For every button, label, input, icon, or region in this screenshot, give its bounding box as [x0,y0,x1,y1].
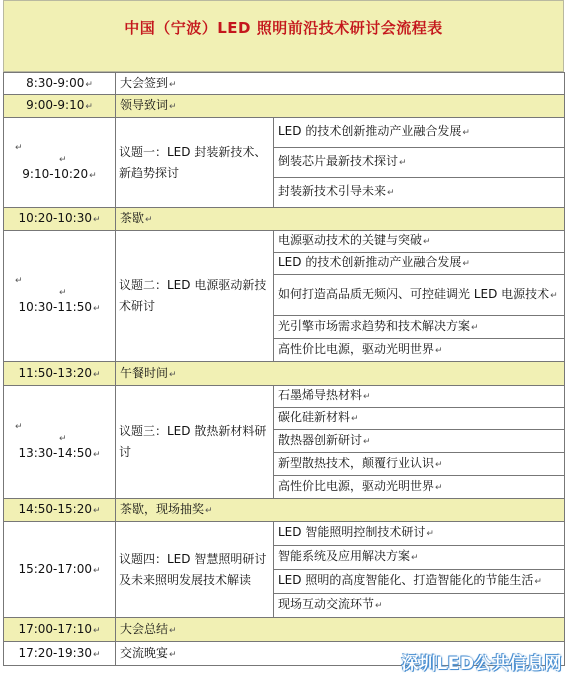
return-mark: ↵ [471,322,479,333]
time-cell: 9:10-10:20 [22,166,89,181]
return-mark: ↵ [59,154,67,165]
time-cell: 13:30-14:50 [18,446,92,460]
return-mark: ↵ [435,482,443,493]
subtopic-item: 如何打造高品质无频闪、可控硅调光 LED 电源技术 [278,287,550,301]
return-mark: ↵ [435,459,443,470]
event-label: 大会签到 [120,75,169,90]
return-mark: ↵ [411,553,419,563]
subtopic-item: 智能系统及应用解决方案 [278,549,411,563]
return-mark: ↵ [426,529,434,539]
return-mark: ↵ [169,649,177,660]
topic-cell: 议题四：LED 智慧照明研讨及未来照明发展技术解读 [116,522,274,618]
subtopic-item: 散热器创新研讨 [278,432,363,447]
subtopic-item: 新型散热技术，颠覆行业认识 [278,455,435,470]
return-mark: ↵ [85,79,93,90]
return-mark: ↵ [85,102,93,112]
table-row [4,208,565,231]
return-mark: ↵ [169,625,177,636]
table-row [4,499,565,522]
time-cell: 11:50-13:20 [18,365,92,380]
return-mark: ↵ [145,215,153,225]
event-label: 茶歇，现场抽奖 [120,502,205,516]
return-mark: ↵ [550,291,558,301]
time-cell: 15:20-17:00 [18,561,92,576]
time-cell: 8:30-9:00 [26,75,85,90]
page-title: 中国（宁波）LED 照明前沿技术研讨会流程表 [124,19,443,37]
schedule-table [3,72,565,666]
return-mark: ↵ [435,345,443,356]
return-mark: ↵ [92,625,101,636]
time-cell: 10:20-10:30 [18,211,92,225]
time-cell: 17:20-19:30 [18,645,92,660]
topic-cell: 议题二：LED 电源驱动新技术研讨 [116,231,274,362]
topic-cell: 议题三：LED 散热新材料研讨 [116,386,274,499]
table-row [4,73,565,95]
subtopic-item: 封装新技术引导未来 [278,184,387,198]
time-cell: 9:00-9:10 [26,98,85,112]
subtopic-item: LED 照明的高度智能化、打造智能化的节能生活 [278,573,534,587]
subtopic-item: 现场互动交流环节 [278,597,375,611]
subtopic-item: 碳化硅新材料 [278,410,351,424]
subtopic-item: 光引擎市场需求趋势和技术解决方案 [278,318,471,333]
return-mark: ↵ [462,259,470,269]
return-mark: ↵ [89,170,97,181]
return-mark: ↵ [462,128,470,138]
return-mark: ↵ [92,304,101,314]
return-mark: ↵ [387,188,395,198]
return-mark: ↵ [15,276,23,286]
title-box [3,0,564,72]
return-mark: ↵ [363,436,371,447]
table-row [4,118,565,148]
return-mark: ↵ [92,506,101,516]
return-mark: ↵ [15,142,23,153]
subtopic-item: 电源驱动技术的关键与突破 [278,233,423,247]
return-mark: ↵ [59,434,67,444]
return-mark: ↵ [351,414,359,424]
return-mark: ↵ [363,392,371,402]
subtopic-item: 石墨烯导热材料 [278,388,363,402]
return-mark: ↵ [375,601,383,611]
return-mark: ↵ [423,237,431,247]
return-mark: ↵ [92,369,101,380]
subtopic-item: LED 的技术创新推动产业融合发展 [278,255,462,269]
subtopic-item: LED 的技术创新推动产业融合发展 [278,124,462,138]
watermark: 深圳LED公共信息网 [401,654,562,674]
table-row [4,231,565,253]
event-label: 午餐时间 [120,365,169,380]
return-mark: ↵ [92,565,101,576]
subtopic-item: 高性价比电源，驱动光明世界 [278,478,435,493]
event-label: 茶歇 [120,211,145,225]
return-mark: ↵ [169,79,177,90]
time-cell: 17:00-17:10 [18,621,92,636]
return-mark: ↵ [534,577,542,587]
time-cell: 14:50-15:20 [18,502,92,516]
return-mark: ↵ [169,102,177,112]
return-mark: ↵ [169,369,177,380]
return-mark: ↵ [92,450,101,460]
event-label: 领导致词 [120,98,169,112]
table-row [4,362,565,386]
return-mark: ↵ [399,158,407,168]
return-mark: ↵ [205,506,213,516]
return-mark: ↵ [15,422,23,432]
table-row [4,386,565,408]
return-mark: ↵ [59,288,67,298]
table-row [4,522,565,546]
topic-cell: 议题一：LED 封装新技术、新趋势探讨 [116,118,274,208]
return-mark: ↵ [92,649,101,660]
table-row [4,618,565,642]
event-label: 大会总结 [120,621,169,636]
subtopic-item: 倒装芯片最新技术探讨 [278,154,399,168]
table-row [4,95,565,118]
subtopic-item: 高性价比电源，驱动光明世界 [278,341,435,356]
subtopic-item: LED 智能照明控制技术研讨 [278,525,426,539]
schedule-document [3,0,564,672]
return-mark: ↵ [92,215,101,225]
time-cell: 10:30-11:50 [18,300,92,314]
event-label: 交流晚宴 [120,645,169,660]
